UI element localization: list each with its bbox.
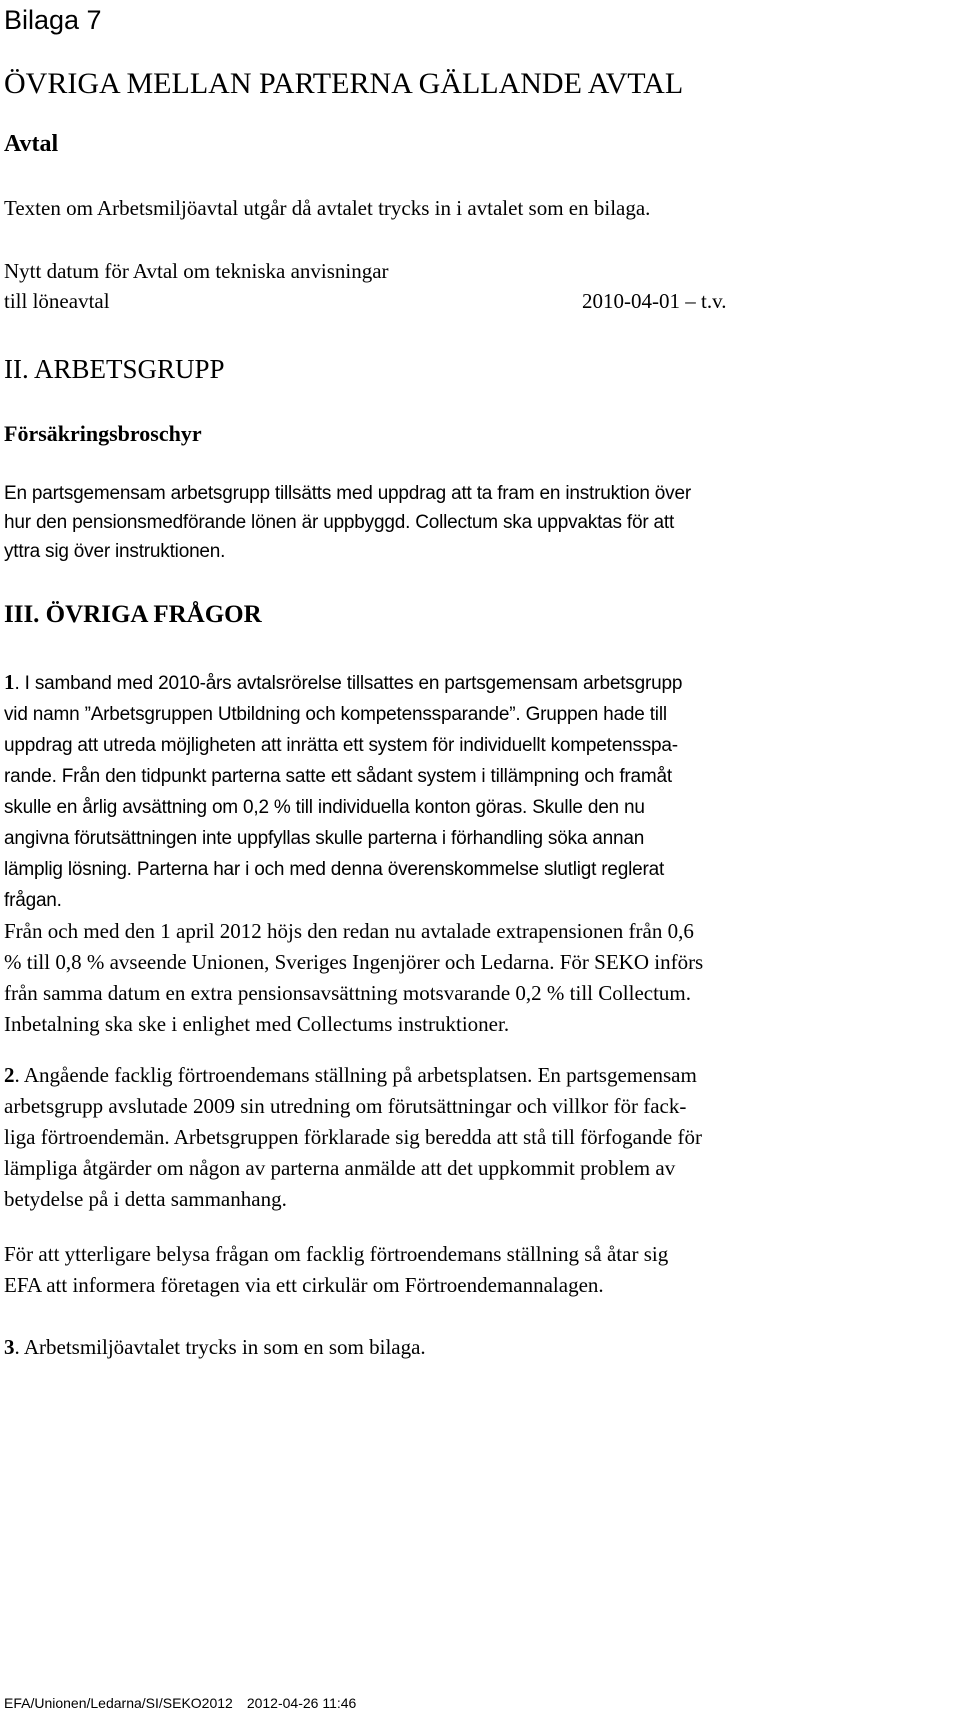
item3-text: . Arbetsmiljöavtalet trycks in som en som bilaga. xyxy=(14,1335,426,1359)
new-date-label-line1: Nytt datum för Avtal om tekniska anvisningar xyxy=(4,259,389,283)
new-date-value: 2010-04-01 – t.v. xyxy=(582,289,727,313)
arbetsgrupp-line: En partsgemensam arbetsgrupp tillsätts med uppdrag att ta fram en instruktion över xyxy=(4,483,691,504)
new-date-row xyxy=(4,286,956,316)
item1-serif-line: Inbetalning ska ske i enlighet med Collectums instruktioner. xyxy=(4,1012,510,1036)
arbetsgrupp-heading: II. ARBETSGRUPP xyxy=(4,354,225,384)
item2-line: lämpliga åtgärder om någon av parterna anmälde att det uppkommit problem av xyxy=(4,1156,676,1180)
avtal-heading: Avtal xyxy=(4,131,59,157)
avtal-text: Texten om Arbetsmiljöavtal utgår då avtalet trycks in i avtalet som en bilaga. xyxy=(4,196,651,220)
item1-serif-line: Från och med den 1 april 2012 höjs den redan nu avtalade extrapensionen från 0,6 xyxy=(4,919,694,943)
item2-first-line xyxy=(4,1060,956,1091)
item1-serif-line: från samma datum en extra pensionsavsättning motsvarande 0,2 % till Collectum. xyxy=(4,981,692,1005)
item1-line: vid namn ”Arbetsgruppen Utbildning och kompetenssparande”. Gruppen hade till xyxy=(4,704,667,725)
arbetsgrupp-paragraph xyxy=(4,479,956,566)
footer-reference: EFA/Unionen/Ledarna/SI/SEKO2012 xyxy=(4,1695,233,1711)
item1-paragraph xyxy=(4,667,956,1040)
item2-number: 2 xyxy=(4,1063,15,1087)
page-footer xyxy=(4,1694,356,1712)
ovriga-fragor-heading: III. ÖVRIGA FRÅGOR xyxy=(4,601,262,628)
footer-timestamp: 2012-04-26 11:46 xyxy=(246,1695,357,1711)
appendix-title: Bilaga 7 xyxy=(4,5,102,35)
item1-line: angivna förutsättningen inte uppfyllas skulle parterna i förhandling söka annan xyxy=(4,828,645,849)
item2-paragraph xyxy=(4,1060,956,1215)
item1-line: skulle en årlig avsättning om 0,2 % till individuella konton göras. Skulle den nu xyxy=(4,797,645,818)
item1-line: uppdrag att utreda möjligheten att inrätta ett system för individuellt kompetensspa- xyxy=(4,735,678,756)
item1-first-line-text: . I samband med 2010-års avtalsrörelse tillsattes en partsgemensam arbetsgrupp xyxy=(14,673,683,694)
item2-followup-paragraph xyxy=(4,1239,956,1301)
arbetsgrupp-subheading: Försäkringsbroschyr xyxy=(4,421,202,446)
arbetsgrupp-line: yttra sig över instruktionen. xyxy=(4,541,226,562)
item2-first-line-text: . Angående facklig förtroendemans ställning på arbetsplatsen. En partsgemensam xyxy=(14,1063,697,1087)
item3-line xyxy=(4,1332,956,1363)
new-date-label-line2: till löneavtal xyxy=(4,289,110,313)
item3-number: 3 xyxy=(4,1335,15,1359)
item1-line: frågan. xyxy=(4,890,62,911)
item2-line: arbetsgrupp avslutade 2009 sin utredning om förutsättningar och villkor för fack- xyxy=(4,1094,687,1118)
item1-line: rande. Från den tidpunkt parterna satte ett sådant system i tillämpning och framåt xyxy=(4,766,672,787)
item1-serif-line: % till 0,8 % avseende Unionen, Sveriges Ingenjörer och Ledarna. För SEKO införs xyxy=(4,950,704,974)
item2-line: betydelse på i detta sammanhang. xyxy=(4,1187,287,1211)
item1-line: lämplig lösning. Parterna har i och med denna överenskommelse slutligt reglerat xyxy=(4,859,665,880)
arbetsgrupp-line: hur den pensionsmedförande lönen är uppbyggd. Collectum ska uppvaktas för att xyxy=(4,512,675,533)
item2-followup-line: EFA att informera företagen via ett cirkulär om Förtroendemannalagen. xyxy=(4,1273,604,1297)
item3-paragraph xyxy=(4,1332,956,1363)
item1-number: 1 xyxy=(4,670,15,694)
item2-followup-line: För att ytterligare belysa frågan om facklig förtroendemans ställning så åtar sig xyxy=(4,1242,669,1266)
item1-first-line xyxy=(4,667,956,699)
new-date-block xyxy=(4,256,956,316)
item2-line: liga förtroendemän. Arbetsgruppen förklarade sig beredda att stå till förfogande för xyxy=(4,1125,702,1149)
document-heading: ÖVRIGA MELLAN PARTERNA GÄLLANDE AVTAL xyxy=(4,67,684,100)
